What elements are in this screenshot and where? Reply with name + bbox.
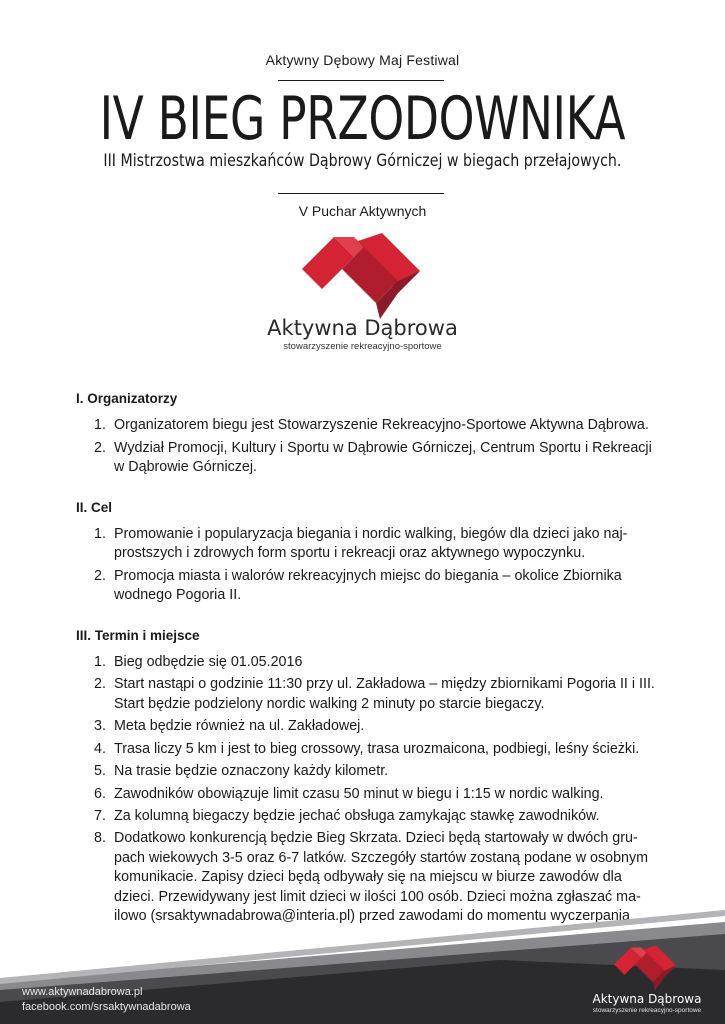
facebook-link[interactable]: facebook.com/srsaktywnadabrowa: [22, 1001, 191, 1013]
page-title: IV BIEG PRZODOWNIKA: [99, 84, 626, 154]
footer-logo-name: Aktywna Dąbrowa: [592, 992, 702, 1006]
website-link[interactable]: www.aktywnadabrowa.pl: [22, 986, 143, 998]
list-item: 4. Trasa liczy 5 km i jest to bieg crossowy, trasa urozmaicona, podbiegi, leśny ścieżki.: [94, 740, 640, 757]
section-heading: I. Organizatorzy: [76, 391, 178, 406]
list-item: 3. Meta będzie również na ul. Zakładowej.: [94, 718, 365, 735]
list-item: 2. Wydział Promocji, Kultury i Sportu w Dąbrowie Górniczej, Centrum Sportu i Rekreacji w Dąbrowie Górniczej.: [94, 439, 652, 476]
list-item: 1. Bieg odbędzie się 01.05.2016: [94, 654, 303, 671]
list-item: 7. Za kolumną biegaczy będzie jechać obsługa zamykając stawkę zawodników.: [94, 807, 600, 824]
chevron-arrows-logo-icon: [302, 231, 420, 321]
cup-name: V Puchar Aktywnych: [298, 203, 427, 219]
top-divider: [278, 80, 444, 81]
list-item: 2. Start nastąpi o godzinie 11:30 przy ul. Zakładowa – między zbiornikami Pogoria II i III. Start będzie podzielony nordic walking 2 minuty po starcie biegaczy.: [94, 676, 655, 712]
logo-name: Aktywna Dąbrowa: [267, 316, 458, 340]
section-organizers: [76, 389, 656, 478]
section-heading: III. Termin i miejsce: [76, 627, 200, 643]
footer-links: [22, 985, 191, 1015]
list-item: 5. Na trasie będzie oznaczony każdy kilometr.: [94, 763, 389, 780]
list-item: 2. Promocja miasta i walorów rekreacyjnych miejsc do biegania – okolice Zbiornika wodnego Pogoria II.: [94, 567, 622, 604]
page-subtitle: III Mistrzostwa mieszkańców Dąbrowy Górniczej w biegach przełajowych.: [103, 151, 622, 170]
list-item: 6. Zawodników obowiązuje limit czasu 50 minut w biegu i 1:15 w nordic walking.: [94, 785, 604, 802]
list-item: 8. Dodatkowo konkurencją będzie Bieg Skrzata. Dzieci będą startowały w dwóch gru-pach wiekowych 3-5 oraz 6-7 latków. Szczegóły startów zostaną podane w osobnym komunikacie. Zapisy dzieci będą odbywały się na miejscu w biurze zawodów dla dzieci. Przewidywany jest limit dzieci w ilości 100 osób. Dzieci można zgłaszać ma-ilowo (srsaktywnadabrowa@interia.pl) przed zawodami do momentu wyczerpania: [94, 830, 649, 924]
section-goal: [76, 498, 656, 606]
section-heading: II. Cel: [76, 499, 113, 515]
logo-tagline: stowarzyszenie rekreacyjno-sportowe: [283, 341, 442, 352]
regulations-content: [76, 389, 656, 946]
bottom-divider: [278, 193, 444, 194]
footer-logo-tagline: stowarzyszenie rekreacyjno-sportowe: [592, 1007, 702, 1014]
list-item: 1. Organizatorem biegu jest Stowarzyszenie Rekreacyjno-Sportowe Aktywna Dąbrowa.: [94, 417, 649, 434]
list-item: 1. Promowanie i popularyzacja biegania i nordic walking, biegów dla dzieci jako naj-prostszych i zdrowych form sportu i rekreacji oraz aktywnego wypoczynku.: [94, 526, 628, 562]
festival-name: Aktywny Dębowy Maj Festiwal: [265, 52, 460, 68]
section-date-place: [76, 626, 656, 927]
chevron-arrows-logo-icon: [614, 944, 676, 992]
